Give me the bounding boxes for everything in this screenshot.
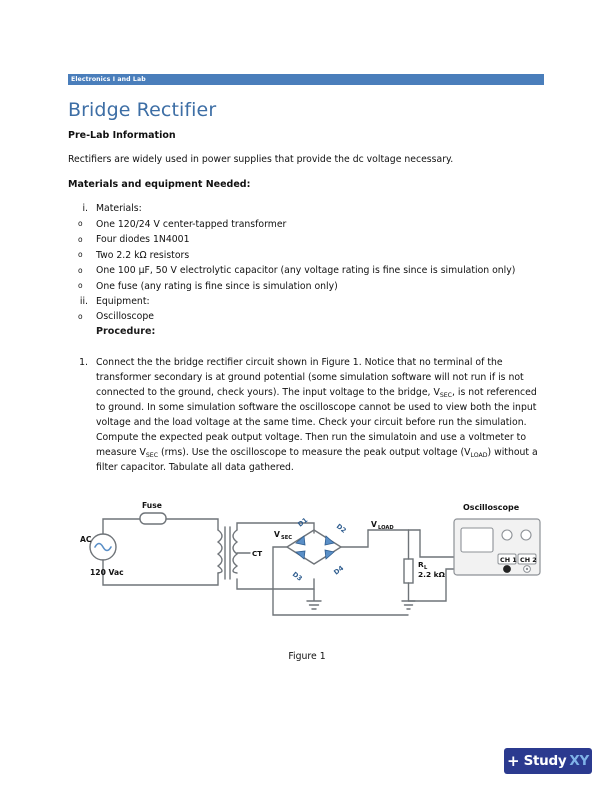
list-item-label: Oscilloscope bbox=[96, 311, 154, 323]
circuit-figure bbox=[68, 497, 546, 637]
rl-label: R bbox=[418, 560, 424, 569]
procedure-heading: Procedure: bbox=[96, 325, 156, 337]
step-marker: 1. bbox=[79, 356, 88, 368]
prelab-heading: Pre-Lab Information bbox=[68, 130, 176, 141]
vload-label: V bbox=[371, 520, 377, 529]
list-item bbox=[68, 202, 546, 216]
d2-label: D2 bbox=[334, 522, 348, 535]
equipment-sublist bbox=[68, 310, 546, 324]
list-marker: ii. bbox=[79, 295, 88, 307]
vsec-sub-label: SEC bbox=[281, 535, 293, 541]
list-item bbox=[68, 295, 546, 309]
bullet-circle-icon: o bbox=[78, 250, 83, 260]
step-text-part-4: ) without a filter capacitor. Tabulate all data gathered. bbox=[96, 447, 538, 474]
prelab-paragraph: Rectifiers are widely used in power supplies that provide the dc voltage necessary. bbox=[68, 154, 454, 165]
bullet-circle-icon: o bbox=[78, 281, 83, 290]
materials-heading: Materials and equipment Needed: bbox=[68, 179, 251, 191]
logo-xy-text: XY bbox=[569, 753, 589, 769]
bullet-circle-icon: o bbox=[78, 265, 83, 275]
list-label: Equipment: bbox=[96, 295, 150, 307]
list-item-label: One 100 µF, 50 V electrolytic capacitor (any voltage rating is fine since is simulation only) bbox=[96, 265, 516, 277]
d3-label: D3 bbox=[290, 570, 304, 583]
step-text-part-1: Connect the the bridge rectifier circuit shown in Figure 1. Notice that no terminal of the transformer secondary is at ground potential (some simulation software will not run if is not connected to the ground, check yours). The input voltage to the bridge, V bbox=[96, 356, 524, 398]
vsec-label: V bbox=[274, 530, 280, 539]
ac-label: AC bbox=[80, 535, 92, 544]
list-item bbox=[68, 264, 546, 278]
bullet-circle-icon: o bbox=[78, 219, 83, 229]
document-body bbox=[68, 130, 546, 475]
list-marker: i. bbox=[82, 203, 88, 215]
equipment-list bbox=[68, 295, 546, 309]
course-label: Electronics I and Lab bbox=[71, 76, 146, 83]
page-title: Bridge Rectifier bbox=[68, 99, 217, 121]
ch2-label: CH 2 bbox=[520, 556, 537, 564]
vsec-subscript-2: SEC bbox=[145, 452, 159, 459]
figure-caption: Figure 1 bbox=[288, 651, 326, 662]
oscilloscope-label: Oscilloscope bbox=[463, 503, 520, 512]
bullet-circle-icon: o bbox=[78, 311, 83, 321]
list-item bbox=[68, 280, 546, 294]
ct-label: CT bbox=[252, 549, 263, 558]
vload-sub-label: LOAD bbox=[378, 525, 394, 531]
logo-study-text: Study bbox=[523, 753, 567, 769]
procedure-step bbox=[68, 355, 546, 475]
rl-value-label: 2.2 kΩ bbox=[418, 570, 445, 579]
bullet-circle-icon: o bbox=[78, 234, 83, 244]
ch1-label: CH 1 bbox=[500, 556, 517, 564]
list-item-label: One fuse (any rating is fine since is simulation only) bbox=[96, 280, 338, 292]
rl-sub-label: L bbox=[424, 565, 428, 571]
list-item bbox=[68, 249, 546, 263]
materials-sublist bbox=[68, 218, 546, 294]
list-item bbox=[68, 218, 546, 232]
list-label: Materials: bbox=[96, 203, 142, 215]
vsec-subscript-1: SEC bbox=[439, 391, 452, 399]
d1-label: D1 bbox=[296, 516, 310, 529]
list-item-label: Two 2.2 kΩ resistors bbox=[96, 249, 190, 261]
list-item bbox=[68, 233, 546, 247]
studyxy-logo bbox=[504, 748, 592, 774]
vload-subscript: LOAD bbox=[470, 452, 488, 459]
list-item-label: One 120/24 V center-tapped transformer bbox=[96, 218, 287, 230]
step-text-part-3: (rms). Use the oscilloscope to measure the peak output voltage (V bbox=[158, 447, 471, 458]
materials-list bbox=[68, 202, 546, 216]
list-item-label: Four diodes 1N4001 bbox=[96, 234, 190, 246]
fuse-label: Fuse bbox=[142, 501, 162, 510]
step-text-part-2: , is not referenced to ground. In some simulation software the oscilloscope cannot be used to view both the input voltage and the load voltage at the same time. Check your circuit before run the simulation. Compute the expected peak output voltage. Then run the simulatoin and use a voltmeter to measure V bbox=[96, 386, 537, 458]
list-item bbox=[68, 310, 546, 324]
plus-icon: + bbox=[507, 751, 520, 770]
d4-label: D4 bbox=[332, 564, 346, 577]
source-voltage-label: 120 Vac bbox=[90, 568, 124, 577]
